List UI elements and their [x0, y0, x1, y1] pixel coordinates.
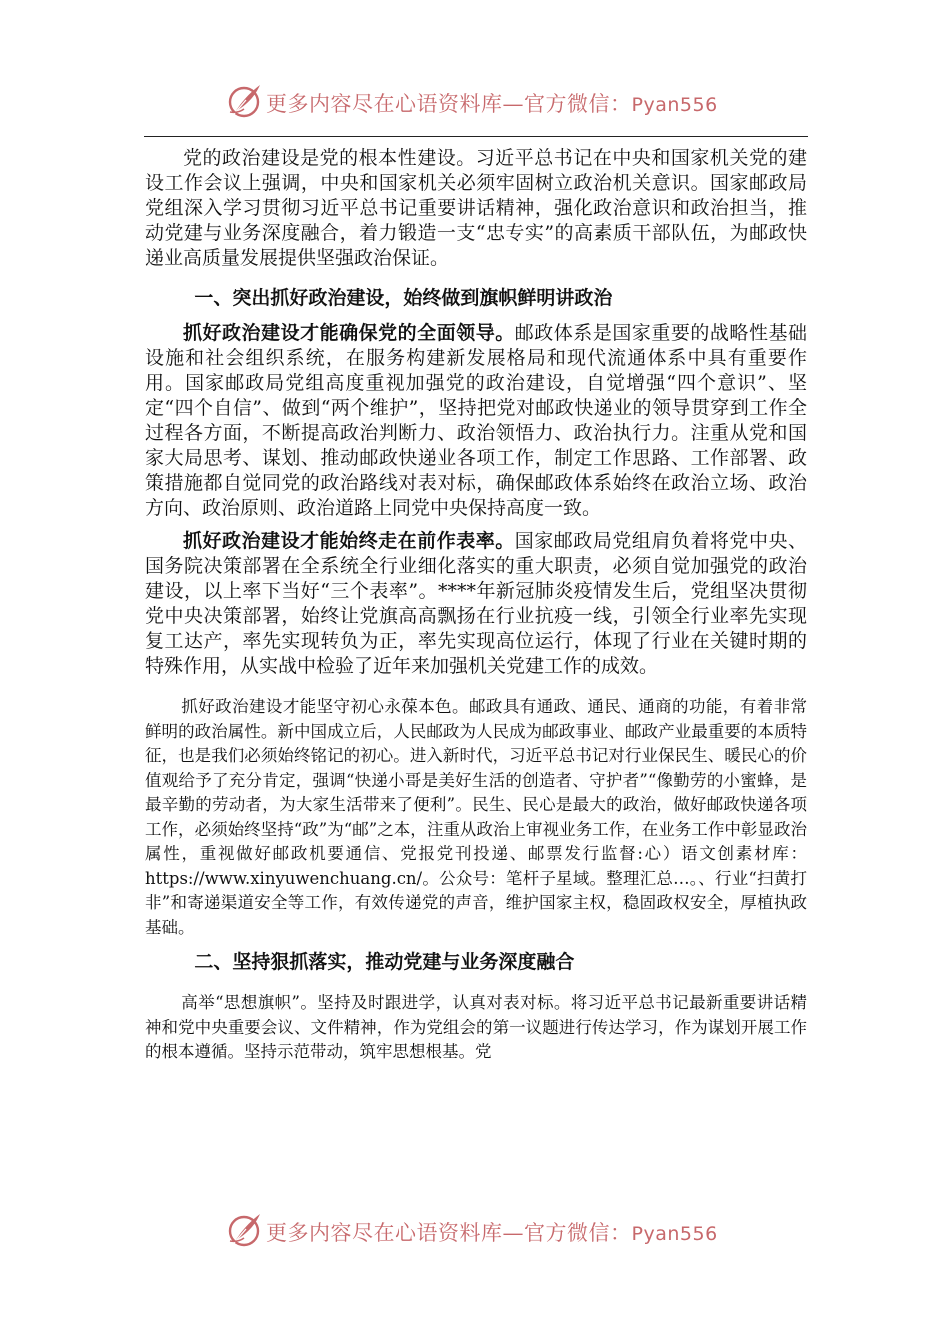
banner-text: [266, 1217, 718, 1247]
paragraph-original-aspiration: 抓好政治建设才能坚守初心永葆本色。邮政具有通政、通民、通商的功能，有着非常鲜明的政治属性。新中国成立后，人民邮政为人民成为邮政事业、邮政产业最重要的本质特征，也是我们必须始终铭记的初心。进入新时代，习近平总书记对行业保民生、暖民心的价值观给予了充分肯定，强调“快递小哥是美好生活的创造者、守护者”“像勤劳的小蜜蜂，是最辛勤的劳动者，为大家生活带来了便利”。民生、民心是最大的政治，做好邮政快递各项工作，必须始终坚持“政”为“邮”之本，注重从政治上审视业务工作，在业务工作中彰显政治属性，重视做好邮政机要通信、党报党刊投递、邮票发行监督:心）语文创素材库：https://www.xinyuwenchuang.cn/。公众号：笔杆子星域。整理汇总…。、行业“扫黄打非”和寄递渠道安全等工作，有效传递党的声音，维护国家主权，稳固政权安全，厚植执政基础。: [145, 697, 807, 937]
banner-wechat-id: Pyan556: [631, 1223, 718, 1245]
paragraph-ideological-banner: 高举“思想旗帜”。坚持及时跟进学，认真对表对标。将习近平总书记最新重要讲话精神和党中央重要会议、文件精神，作为党组会的第一议题进行传达学习，作为谋划开展工作的根本遵循。坚持示范带动，筑牢思想根基。党: [145, 993, 807, 1061]
paragraph-leadership: [145, 321, 807, 521]
section-heading-1: 一、突出抓好政治建设，始终做到旗帜鲜明讲政治: [194, 287, 613, 309]
paragraph-body: 国家邮政局党组肩负着将党中央、国务院决策部署在全系统全行业细化落实的重大职责，必须自觉加强党的政治建设，以上率下当好“三个表率”。****年新冠肺炎疫情发生后，党组坚决贯彻党中央决策部署，始终让党旗高高飘扬在行业抗疫一线，引领全行业率先实现复工达产，率先实现转负为正，率先实现高位运行，体现了行业在关键时期的特殊作用，从实战中检验了近年来加强机关党建工作的成效。: [145, 530, 807, 677]
section-heading-2: 二、坚持狠抓落实，推动党建与业务深度融合: [194, 951, 575, 973]
article-body: [145, 146, 807, 1065]
banner-text: [266, 88, 718, 118]
paragraph-lead: 抓好政治建设才能确保党的全面领导。: [183, 322, 515, 344]
paragraph-body: 邮政体系是国家重要的战略性基础设施和社会组织系统，在服务构建新发展格局和现代流通体系中具有重要作用。国家邮政局党组高度重视加强党的政治建设，自觉增强“四个意识”、坚定“四个自信”、做到“两个维护”，坚持把党对邮政快递业的领导贯穿到工作全过程各方面，不断提高政治判断力、政治领悟力、政治执行力。注重从党和国家大局思考、谋划、推动邮政快递业各项工作，制定工作思路、工作部署、政策措施都自觉同党的政治路线对表对标，确保邮政体系始终在政治立场、政治方向、政治原则、政治道路上同党中央保持高度一致。: [145, 322, 807, 519]
quill-logo-icon: [226, 1211, 264, 1249]
banner-label: 更多内容尽在心语资料库—官方微信：: [266, 92, 632, 116]
header-banner: [0, 78, 950, 128]
paragraph-lead: 抓好政治建设才能始终走在前作表率。: [183, 530, 515, 552]
footer-banner: [0, 1207, 950, 1257]
quill-logo-icon: [226, 82, 264, 120]
intro-paragraph: 党的政治建设是党的根本性建设。习近平总书记在中央和国家机关党的建设工作会议上强调，中央和国家机关必须牢固树立政治机关意识。国家邮政局党组深入学习贯彻习近平总书记重要讲话精神，强化政治意识和政治担当，推动党建与业务深度融合，着力锻造一支“忠专实”的高素质干部队伍，为邮政快递业高质量发展提供坚强政治保证。: [145, 147, 807, 269]
header-divider: [144, 136, 808, 137]
paragraph-exemplar: [145, 529, 807, 679]
banner-label: 更多内容尽在心语资料库—官方微信：: [266, 1221, 632, 1245]
banner-wechat-id: Pyan556: [631, 94, 718, 116]
